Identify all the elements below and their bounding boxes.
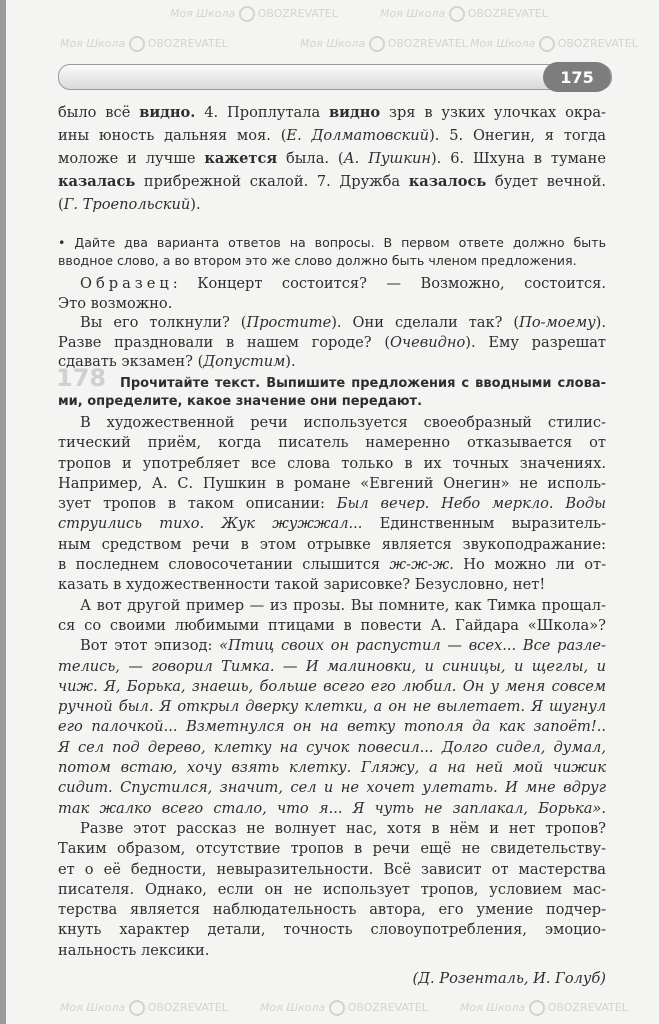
text-line xyxy=(58,101,606,124)
text-segment: была. ( xyxy=(277,150,344,167)
page-edge xyxy=(0,0,6,1024)
text-line xyxy=(58,575,606,595)
text-line xyxy=(58,234,606,252)
italic-text: чиж. Я, Борька, знаешь, больше всего его любил. Он у меня совсем xyxy=(58,677,606,695)
exercise-examples xyxy=(58,274,606,372)
text-segment: ). 5. Онегин, я тогда xyxy=(429,127,607,144)
text-segment: ( xyxy=(58,196,64,213)
watermark: Моя Школа OBOZREVATEL xyxy=(380,7,548,20)
italic-text: «Птиц своих он распустил — всех... Все разле- xyxy=(219,637,606,655)
text-segment: Единственным выразитель- xyxy=(362,515,606,533)
text-segment: ся со своими любимыми птицами в повести А. Гайдара «Школа»? xyxy=(58,616,606,634)
text-line xyxy=(58,839,606,859)
text-segment: будет вечной. xyxy=(486,173,606,190)
watermark: Моя Школа OBOZREVATEL xyxy=(260,1001,428,1014)
text-segment: ). Ему разрешат xyxy=(465,333,606,351)
italic-text: потом встаю, хочу взять клетку. Гляжу, а на ней мой чижик xyxy=(58,759,606,777)
text-line xyxy=(58,170,606,193)
bold-text: казалось xyxy=(408,173,487,190)
italic-text: Я сел под дерево, клетку на сучок повесил... Долго сидел, думал, xyxy=(58,738,606,756)
text-segment: тический приём, когда писатель намеренно отказывается от xyxy=(58,434,606,452)
text-line xyxy=(58,920,606,940)
text-segment: ). xyxy=(595,314,607,331)
text-line xyxy=(58,636,606,656)
text-segment: Например, А. С. Пушкин в романе «Евгений Онегин» не исполь- xyxy=(58,474,606,492)
watermark: Моя Школа OBOZREVATEL xyxy=(300,37,468,50)
text-line xyxy=(58,375,606,393)
text-line xyxy=(58,294,606,314)
text-segment: Вот этот эпизод: xyxy=(80,637,220,655)
text-line xyxy=(58,147,606,170)
italic-text: струились тихо. Жук жужжал... xyxy=(58,515,363,533)
italic-text: А. Пушкин xyxy=(343,150,431,167)
text-segment: в последнем словосочетании слышится xyxy=(58,556,390,574)
text-segment: Разве этот рассказ не волнует нас, хотя в нём и нет тропов? xyxy=(80,819,606,837)
page-header-bar xyxy=(58,64,612,90)
watermark: Моя Школа OBOZREVATEL xyxy=(460,1001,628,1014)
text-line xyxy=(58,799,606,819)
text-segment: сдавать экзамен? ( xyxy=(58,353,204,370)
bold-text: казалась xyxy=(58,173,136,190)
text-segment: 4. Проплутала xyxy=(195,104,330,121)
watermark: Моя Школа OBOZREVATEL xyxy=(60,1001,228,1014)
text-segment: Образец xyxy=(80,275,173,292)
text-segment: было всё xyxy=(58,104,140,121)
text-line xyxy=(58,717,606,737)
text-segment: Прочитайте текст. Выпишите предложения с вводными слова- xyxy=(120,376,606,391)
text-segment: вводное слово, а во втором это же слово должно быть членом предложения. xyxy=(58,253,577,268)
text-segment: писателя. Однако, если он не использует тропов, условием мас- xyxy=(58,880,606,898)
italic-text: ручной был. Я открыл дверку клетки, а он не вылетает. Я шугнул xyxy=(58,698,606,716)
text-line xyxy=(58,697,606,717)
italic-text: так жалко всего стало, что я... Я чуть не заплакал, Борька». xyxy=(58,799,606,817)
bold-text: видно xyxy=(329,104,381,121)
italic-text: телись, — говорил Тимка. — И малиновки, и синицы, и щеглы, и xyxy=(58,657,606,675)
task-number: 178 xyxy=(56,364,107,392)
text-line xyxy=(58,433,606,453)
text-line xyxy=(58,880,606,900)
text-line xyxy=(58,758,606,778)
exercise-instruction xyxy=(58,234,606,270)
bold-text: видно. xyxy=(139,104,196,121)
text-segment: ми, определите, какое значение они передают. xyxy=(58,394,423,409)
text-segment: ). xyxy=(190,196,201,213)
text-line xyxy=(58,193,606,216)
text-line xyxy=(58,313,606,333)
watermark: Моя Школа OBOZREVATEL xyxy=(470,37,638,50)
watermark: Моя Школа OBOZREVATEL xyxy=(60,37,228,50)
italic-text: Г. Троепольский xyxy=(63,196,191,213)
text-line xyxy=(58,677,606,697)
text-line xyxy=(58,900,606,920)
italic-text: Очевидно xyxy=(390,333,466,351)
text-line xyxy=(58,494,606,514)
text-line xyxy=(58,514,606,534)
text-line xyxy=(58,738,606,758)
text-segment: тропов и употребляет все слова только в их точных значениях. xyxy=(58,454,606,472)
italic-text: Был вечер. Небо меркло. Воды xyxy=(336,495,606,513)
text-segment: кнуть характер детали, точность словоупотребления, эмоцио- xyxy=(58,921,606,939)
text-segment: ным средством речи в этом отрывке является звукоподражание: xyxy=(58,535,606,553)
text-line xyxy=(58,393,606,411)
text-segment: Вы его толкнули? ( xyxy=(80,314,247,331)
italic-text: (Д. Розенталь, И. Голуб) xyxy=(412,970,606,987)
exercise-continuation xyxy=(58,101,606,216)
text-line xyxy=(58,555,606,575)
text-line xyxy=(58,778,606,798)
text-line xyxy=(58,413,606,433)
text-segment: ет о её бедности, невыразительности. Всё зависит от мастерства xyxy=(58,860,606,878)
text-segment: ). Они сделали так? ( xyxy=(331,314,520,331)
text-segment: В художественной речи используется своеобразный стилис- xyxy=(80,414,606,431)
italic-text: Простите xyxy=(246,314,332,331)
text-segment: . Но можно ли от- xyxy=(449,556,606,574)
text-segment: • Дайте два варианта ответов на вопросы. В первом ответе должно быть xyxy=(58,235,606,250)
italic-text: Допустим xyxy=(203,353,286,370)
italic-text: его палочкой... Взметнулся он на ветку тополя да как запоёт!.. xyxy=(58,718,606,736)
italic-text: сидит. Спустился, значит, сел и не хочет улетать. И мне вдруг xyxy=(58,779,606,797)
text-segment: Разве праздновали в нашем городе? ( xyxy=(58,333,391,351)
text-segment: ). xyxy=(285,353,296,370)
text-segment: терства является наблюдательность автора, его умение подчер- xyxy=(58,901,606,919)
page-number: 175 xyxy=(543,62,611,92)
text-line xyxy=(58,657,606,677)
text-segment: ины юность дальняя моя. ( xyxy=(58,127,287,144)
text-segment: нальность лексики. xyxy=(58,941,210,959)
bold-text: кажется xyxy=(204,150,278,167)
text-segment: моложе и лучше xyxy=(58,150,205,167)
attribution xyxy=(58,968,606,990)
task-text xyxy=(58,413,606,961)
text-line xyxy=(58,474,606,494)
text-line xyxy=(58,252,606,270)
text-line xyxy=(58,352,606,372)
italic-text: По-моему xyxy=(519,314,596,331)
text-segment: Это возможно. xyxy=(58,294,173,312)
text-line xyxy=(58,819,606,839)
text-segment: А вот другой пример — из прозы. Вы помните, как Тимка прощал- xyxy=(80,596,606,614)
text-line xyxy=(58,124,606,147)
text-segment: прибрежной скалой. 7. Дружба xyxy=(135,173,409,190)
text-line xyxy=(58,968,606,990)
text-segment: зря в узких улочках окра- xyxy=(380,104,606,121)
text-segment: ). 6. Шхуна в тумане xyxy=(430,150,606,167)
text-line xyxy=(58,941,606,961)
text-segment: Таким образом, отсутствие тропов в речи ещё не свидетельству- xyxy=(58,840,606,858)
text-line xyxy=(58,860,606,880)
text-line xyxy=(58,454,606,474)
italic-text: ж-ж-ж xyxy=(389,556,450,574)
text-line xyxy=(58,596,606,616)
italic-text: Е. Долматовский xyxy=(286,127,430,144)
text-line xyxy=(58,333,606,353)
text-line xyxy=(58,274,606,294)
text-segment: : Концерт состоится? — Возможно, состоится. xyxy=(172,275,606,292)
text-segment: зует тропов в таком описании: xyxy=(58,495,337,513)
text-segment: казать в художественности такой зарисовке? Безусловно, нет! xyxy=(58,576,546,594)
watermark: Моя Школа OBOZREVATEL xyxy=(170,7,338,20)
task-178 xyxy=(56,364,606,411)
text-line xyxy=(58,616,606,636)
text-line xyxy=(58,535,606,555)
